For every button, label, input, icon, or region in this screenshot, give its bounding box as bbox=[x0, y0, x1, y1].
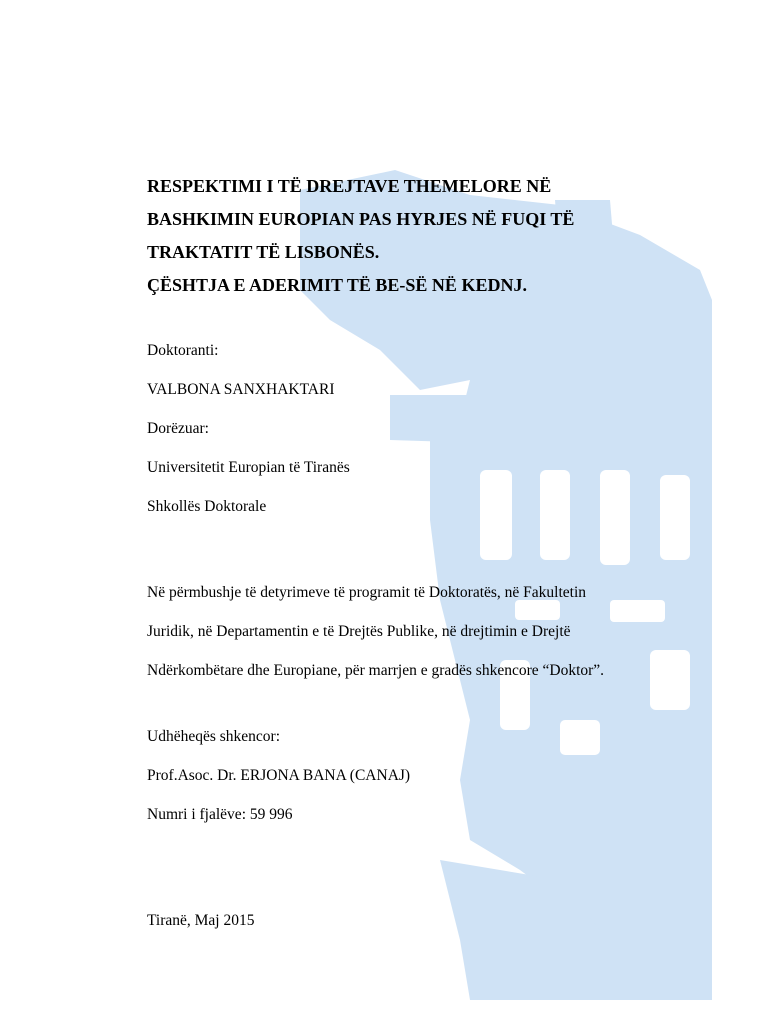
place-date: Tiranë, Maj 2015 bbox=[147, 912, 255, 929]
title-line-4: ÇËSHTJA E ADERIMIT TË BE-SË NË KEDNJ. bbox=[147, 275, 527, 295]
supervisor-name: Prof.Asoc. Dr. ERJONA BANA (CANAJ) bbox=[147, 767, 411, 784]
university-name: Universitetit Europian të Tiranës bbox=[147, 459, 350, 476]
document-title bbox=[147, 170, 707, 302]
fulfillment-paragraph bbox=[147, 573, 707, 690]
submitted-label: Dorëzuar: bbox=[147, 420, 209, 437]
title-line-2: BASHKIMIN EUROPIAN PAS HYRJES NË FUQI TË bbox=[147, 209, 575, 229]
fulfillment-line-1: Në përmbushje të detyrimeve të programit të Doktoratës, në Fakultetin bbox=[147, 584, 587, 601]
school-name: Shkollës Doktorale bbox=[147, 498, 267, 515]
title-line-1: RESPEKTIMI I TË DREJTAVE THEMELORE NË bbox=[147, 176, 552, 196]
title-line-3: TRAKTATIT TË LISBONËS. bbox=[147, 242, 380, 262]
supervisor-label: Udhëheqës shkencor: bbox=[147, 728, 280, 745]
doctorand-label: Doktoranti: bbox=[147, 342, 219, 359]
word-count: Numri i fjalëve: 59 996 bbox=[147, 806, 293, 823]
doctorand-name: VALBONA SANXHAKTARI bbox=[147, 381, 335, 398]
fulfillment-line-3: Ndërkombëtare dhe Europiane, për marrjen e gradës shkencore “Doktor”. bbox=[147, 662, 605, 679]
fulfillment-line-2: Juridik, në Departamentin e të Drejtës Publike, në drejtimin e Drejtë bbox=[147, 623, 571, 640]
